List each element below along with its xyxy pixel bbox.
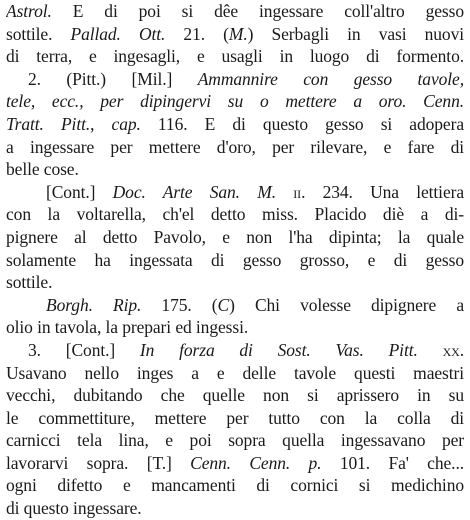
text-line (6, 452, 464, 475)
text-line (6, 271, 464, 294)
text-segment: [Cont.] (46, 181, 113, 202)
text-segment: carnicci tela lina, e poi sopra quella ingessavano per (6, 430, 464, 451)
italic-citation: Borgh. Rip. (46, 294, 142, 315)
italic-citation: Tratt. Pitt. (6, 113, 91, 134)
text-segment: . (459, 339, 464, 360)
text-segment: di questo ingessare. (6, 498, 142, 519)
text-segment: . 234. Una lettiera (301, 181, 464, 202)
text-segment: solamente ha ingessata di gesso grosso, e di gesso (6, 249, 464, 270)
text-line (6, 181, 464, 204)
italic-citation: cap. (111, 113, 141, 134)
text-segment: 116. E di questo gesso si adopera (140, 113, 464, 134)
text-line (6, 203, 464, 226)
text-segment: ) Chi volesse dipignere a (229, 294, 464, 315)
text-line (6, 158, 464, 181)
text-line (6, 339, 464, 362)
text-line (6, 226, 464, 249)
text-line (6, 68, 464, 91)
dictionary-page (6, 0, 464, 520)
text-segment: 175. ( (141, 294, 218, 315)
text-line (6, 136, 464, 159)
text-segment: sottile. (6, 272, 53, 293)
text-line (6, 407, 464, 430)
text-segment: 101. Fa' che... (321, 452, 464, 473)
text-segment: con la voltarella, ch'el detto miss. Placido diè a di- (6, 204, 464, 225)
text-segment: a ingessare per mettere d'oro, per rilevare, e fare di (6, 136, 464, 157)
italic-citation: Pallad. Ott. (70, 23, 166, 44)
text-segment: vecchi, dubitando che quelle non si aprissero in su (6, 385, 464, 406)
text-segment: Usavano nello inges a e delle tavole questi maestri (6, 362, 464, 383)
text-segment: ) Serbagli in vasi nuovi (247, 23, 464, 44)
text-segment: olio in tavola, la prepari ed ingessi. (6, 317, 249, 338)
text-segment (276, 182, 293, 202)
text-segment: pignere al detto Pavolo, e non l'ha dipinta; la quale (6, 226, 464, 247)
text-segment: le commettiture, mettere per tutto con la colla di (6, 407, 464, 428)
italic-citation: Astrol. (6, 1, 52, 21)
italic-citation: C (217, 294, 230, 315)
text-line (6, 384, 464, 407)
text-line (6, 23, 464, 46)
text-segment: 21. ( (165, 23, 229, 44)
text-segment (418, 340, 443, 360)
text-segment: 2. (Pitt.) [Mil.] (28, 68, 198, 89)
text-line (6, 474, 464, 497)
roman-numeral: ii (293, 181, 302, 202)
italic-citation: Cenn. Cenn. p. (190, 452, 322, 473)
text-segment: di terra, e ingesagli, e usagli in luogo di formento. (6, 46, 464, 67)
text-segment: E di poi si dêe ingessare coll'altro gesso (51, 1, 464, 21)
italic-citation: Ammannire con gesso tavole, (197, 68, 464, 89)
text-line (6, 294, 464, 317)
text-segment: , (90, 113, 112, 134)
italic-citation: Doc. Arte San. M. (112, 181, 276, 202)
text-line (6, 362, 464, 385)
text-segment: lavorarvi sopra. [T.] (6, 452, 191, 473)
text-line (6, 429, 464, 452)
text-segment: sottile. (6, 23, 71, 44)
italic-citation: M. (228, 23, 248, 44)
text-line (6, 249, 464, 272)
text-line (6, 0, 464, 23)
text-segment: belle cose. (6, 159, 79, 180)
italic-citation: In forza di Sost. Vas. Pitt. (139, 339, 418, 360)
italic-citation: tele, ecc., per dipingervi su o mettere a oro. Cenn. (6, 91, 464, 112)
text-line (6, 90, 464, 113)
text-line (6, 45, 464, 68)
text-line (6, 316, 464, 339)
text-line (6, 113, 464, 136)
text-segment: ogni difetto e mancamenti di cornici si medichino (6, 475, 464, 496)
roman-numeral: xx (442, 339, 460, 360)
text-segment: 3. [Cont.] (28, 339, 140, 360)
text-line (6, 497, 464, 520)
